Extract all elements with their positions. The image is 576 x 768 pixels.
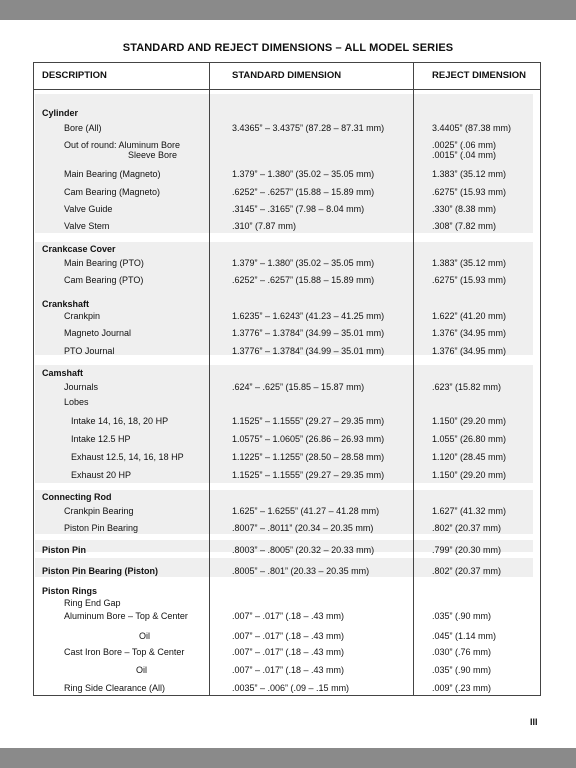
standard-value: 1.1225” – 1.1255” (28.50 – 28.58 mm) xyxy=(232,452,385,462)
reject-value: 1.622” (41.20 mm) xyxy=(432,311,507,321)
column-divider xyxy=(209,63,210,695)
standard-value: .8005” – .801” (20.33 – 20.35 mm) xyxy=(232,566,370,576)
row-description: Out of round: Aluminum Bore xyxy=(64,140,181,150)
reject-value: .0015” (.04 mm) xyxy=(432,150,497,160)
row-description: Ring End Gap xyxy=(64,598,121,608)
row-description: Cam Bearing (PTO) xyxy=(64,275,144,285)
row-description: Lobes xyxy=(64,397,89,407)
reject-value: 1.150” (29.20 mm) xyxy=(432,470,507,480)
row-description: Sleeve Bore xyxy=(128,150,178,160)
row-description: Oil xyxy=(136,665,147,675)
reject-value: .035” (.90 mm) xyxy=(432,611,492,621)
section-label: Cylinder xyxy=(42,108,79,118)
standard-value: .007” – .017” (.18 – .43 mm) xyxy=(232,631,345,641)
standard-value: .6252” – .6257” (15.88 – 15.89 mm) xyxy=(232,275,375,285)
header-standard: STANDARD DIMENSION xyxy=(232,70,342,81)
standard-value: .3145” – .3165” (7.98 – 8.04 mm) xyxy=(232,204,365,214)
reject-value: .6275” (15.93 mm) xyxy=(432,187,507,197)
row-description: Ring Side Clearance (All) xyxy=(64,683,166,693)
reject-value: .802” (20.37 mm) xyxy=(432,523,502,533)
standard-value: 1.3776” – 1.3784” (34.99 – 35.01 mm) xyxy=(232,346,385,356)
dimensions-table xyxy=(33,62,541,696)
row-description: Intake 14, 16, 18, 20 HP xyxy=(71,416,169,426)
reject-value: .623” (15.82 mm) xyxy=(432,382,502,392)
reject-value: .0025” (.06 mm) xyxy=(432,140,497,150)
reject-value: 1.150” (29.20 mm) xyxy=(432,416,507,426)
standard-value: 1.0575” – 1.0605” (26.86 – 26.93 mm) xyxy=(232,434,385,444)
row-description: Journals xyxy=(64,382,99,392)
row-description: Aluminum Bore – Top & Center xyxy=(64,611,188,621)
standard-value: .007” – .017” (.18 – .43 mm) xyxy=(232,611,345,621)
standard-value: .624” – .625” (15.85 – 15.87 mm) xyxy=(232,382,365,392)
row-description: PTO Journal xyxy=(64,346,115,356)
reject-value: .308” (7.82 mm) xyxy=(432,221,497,231)
section-label: Piston Rings xyxy=(42,586,98,596)
page-title: STANDARD AND REJECT DIMENSIONS – ALL MODEL SERIES xyxy=(122,42,454,54)
row-description: Main Bearing (Magneto) xyxy=(64,169,161,179)
standard-value: 1.625” – 1.6255” (41.27 – 41.28 mm) xyxy=(232,506,380,516)
row-description: Crankpin xyxy=(64,311,101,321)
standard-value: .007” – .017” (.18 – .43 mm) xyxy=(232,647,345,657)
section-label: Piston Pin Bearing (Piston) xyxy=(42,566,159,576)
reject-value: 1.376” (34.95 mm) xyxy=(432,346,507,356)
column-divider xyxy=(413,63,414,695)
row-description: Oil xyxy=(139,631,150,641)
standard-value: 1.1525” – 1.1555” (29.27 – 29.35 mm) xyxy=(232,470,385,480)
standard-value: 1.1525” – 1.1555” (29.27 – 29.35 mm) xyxy=(232,416,385,426)
row-description: Piston Pin Bearing xyxy=(64,523,139,533)
reject-value: .030” (.76 mm) xyxy=(432,647,492,657)
reject-value: .6275” (15.93 mm) xyxy=(432,275,507,285)
table-header xyxy=(34,63,540,90)
reject-value: 1.627” (41.32 mm) xyxy=(432,506,507,516)
section-label: Crankcase Cover xyxy=(42,244,116,254)
row-description: Bore (All) xyxy=(64,123,102,133)
reject-value: 1.383” (35.12 mm) xyxy=(432,169,507,179)
reject-value: 1.055” (26.80 mm) xyxy=(432,434,507,444)
standard-value: .310” (7.87 mm) xyxy=(232,221,297,231)
standard-value: 3.4365” – 3.4375” (87.28 – 87.31 mm) xyxy=(232,123,385,133)
section-label: Connecting Rod xyxy=(42,492,112,502)
top-bar xyxy=(0,0,576,20)
reject-value: .035” (.90 mm) xyxy=(432,665,492,675)
bottom-bar xyxy=(0,748,576,768)
section-label: Piston Pin xyxy=(42,545,87,555)
standard-value: 1.3776” – 1.3784” (34.99 – 35.01 mm) xyxy=(232,328,385,338)
page-number: III xyxy=(530,717,538,727)
standard-value: .8003” – .8005” (20.32 – 20.33 mm) xyxy=(232,545,375,555)
standard-value: .0035” – .006” (.09 – .15 mm) xyxy=(232,683,350,693)
row-description: Crankpin Bearing xyxy=(64,506,134,516)
row-description: Magneto Journal xyxy=(64,328,132,338)
reject-value: 1.376” (34.95 mm) xyxy=(432,328,507,338)
header-reject: REJECT DIMENSION xyxy=(432,70,526,81)
standard-value: 1.379” – 1.380” (35.02 – 35.05 mm) xyxy=(232,258,375,268)
row-description: Cast Iron Bore – Top & Center xyxy=(64,647,185,657)
standard-value: .6252” – .6257” (15.88 – 15.89 mm) xyxy=(232,187,375,197)
standard-value: 1.379” – 1.380” (35.02 – 35.05 mm) xyxy=(232,169,375,179)
standard-value: .8007” – .8011” (20.34 – 20.35 mm) xyxy=(232,523,374,533)
row-description: Exhaust 20 HP xyxy=(71,470,132,480)
header-description: DESCRIPTION xyxy=(42,70,107,81)
section-label: Crankshaft xyxy=(42,299,90,309)
reject-value: 3.4405” (87.38 mm) xyxy=(432,123,512,133)
row-description: Exhaust 12.5, 14, 16, 18 HP xyxy=(71,452,184,462)
reject-value: 1.383” (35.12 mm) xyxy=(432,258,507,268)
reject-value: .799” (20.30 mm) xyxy=(432,545,502,555)
row-description: Cam Bearing (Magneto) xyxy=(64,187,161,197)
section-label: Camshaft xyxy=(42,368,84,378)
reject-value: 1.120” (28.45 mm) xyxy=(432,452,507,462)
row-description: Main Bearing (PTO) xyxy=(64,258,144,268)
reject-value: .045” (1.14 mm) xyxy=(432,631,497,641)
standard-value: 1.6235” – 1.6243” (41.23 – 41.25 mm) xyxy=(232,311,385,321)
standard-value: .007” – .017” (.18 – .43 mm) xyxy=(232,665,345,675)
row-description: Valve Guide xyxy=(64,204,113,214)
reject-value: .330” (8.38 mm) xyxy=(432,204,497,214)
reject-value: .802” (20.37 mm) xyxy=(432,566,502,576)
row-description: Intake 12.5 HP xyxy=(71,434,131,444)
reject-value: .009” (.23 mm) xyxy=(432,683,492,693)
row-description: Valve Stem xyxy=(64,221,110,231)
